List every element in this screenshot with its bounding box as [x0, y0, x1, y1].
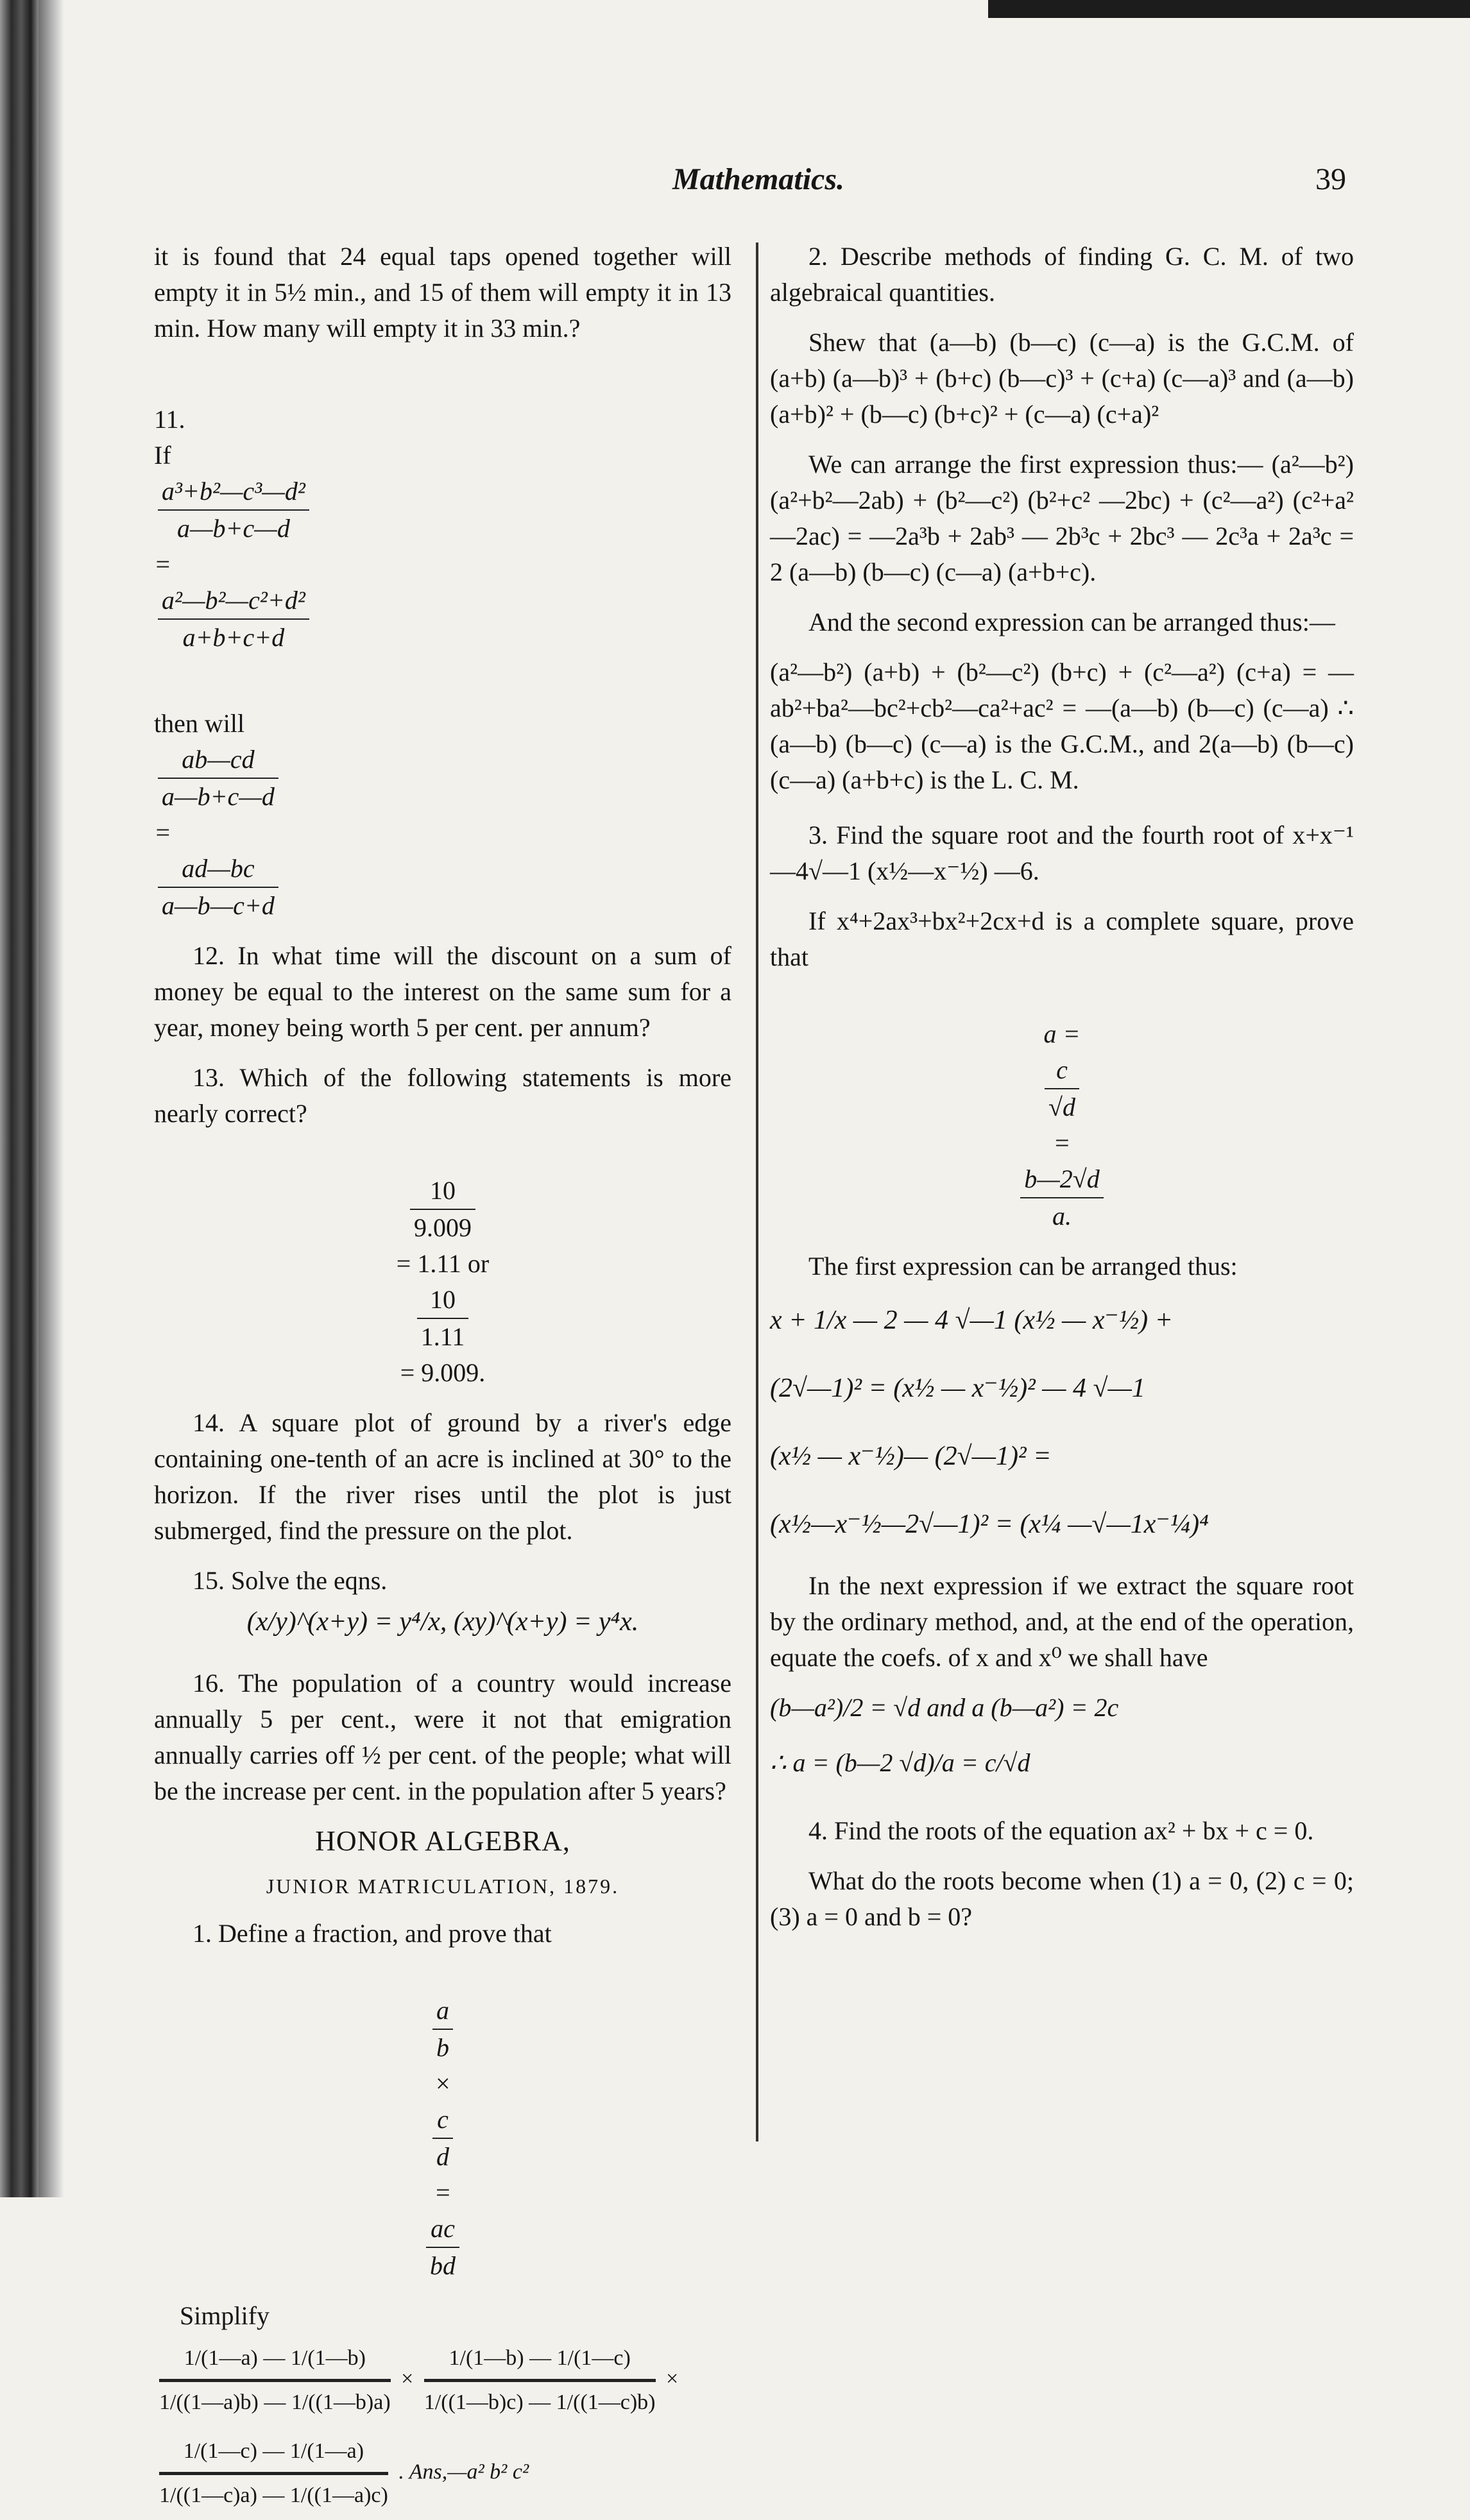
q3-f1-denominator: √d	[1048, 1093, 1075, 1121]
q3-line-2: (2√—1)² = (x½ — x⁻½)² — 4 √—1	[770, 1374, 1145, 1403]
running-head-title: Mathematics.	[672, 162, 845, 196]
page-number: 39	[1315, 162, 1346, 196]
q3-math-3: ∴ a = (b—2 √d)/a = c/√d	[770, 1748, 1030, 1777]
column-divider	[756, 243, 758, 2141]
q11-f4-numerator: ad—bc	[158, 851, 278, 888]
q3-fraction-2	[1020, 1161, 1104, 1234]
q3-line-4: (x½—x⁻½—2√—1)² = (x¼ —√—1x⁻¼)⁴	[770, 1510, 1209, 1539]
sf2-top: 1/(1—b) — 1/(1—c)	[424, 2340, 656, 2382]
q1-a: a	[432, 1993, 453, 2030]
q3-f1-numerator: c	[1045, 1052, 1079, 1089]
q3-lhs: a =	[1043, 1019, 1081, 1048]
q11-number: 11.	[154, 405, 185, 434]
question-2: 2. Describe methods of finding G. C. M. of two algebraical quantities.	[770, 242, 1354, 307]
simplify-row-2	[154, 2433, 731, 2514]
q13-a-value: = 1.11 or	[396, 1249, 490, 1278]
sf3-top: 1/(1—c) — 1/(1—a)	[159, 2433, 388, 2475]
q3-fraction-1	[1045, 1052, 1079, 1125]
q11-f2-numerator: a²—b²—c²+d²	[158, 583, 309, 620]
answer-text: . Ans,—a² b² c²	[398, 2460, 529, 2484]
simplify-fraction-2	[424, 2340, 656, 2421]
question-2-first-expression: We can arrange the first expression thus:— (a²—b²) (a²+b²—2ab) + (b²—c²) (b²+c² —2bc) + (c²—a²) (c²+a²—2ac) = —2a³b + 2ab³ — 2b³c + 2bc³ — 2c³a + 2a³c = 2 (a—b) (b—c) (c—a) (a+b+c).	[770, 450, 1354, 586]
question-15-math: (x/y)^(x+y) = y⁴/x, (xy)^(x+y) = y⁴x.	[246, 1607, 639, 1637]
binding-gradient	[38, 0, 64, 2197]
q11-if: If	[154, 441, 171, 470]
question-15: 15. Solve the eqns.	[192, 1566, 388, 1595]
question-4-roots: What do the roots become when (1) a = 0, (2) c = 0; (3) a = 0 and b = 0?	[770, 1866, 1354, 1931]
q3-f2-numerator: b—2√d	[1020, 1161, 1104, 1198]
question-2-second-expression: (a²—b²) (a+b) + (b²—c²) (b+c) + (c²—a²) (c+a) = —ab²+ba²—bc²+cb²—ca²+ac² = —(a—b) (b—c) (c—a) ∴ (a—b) (b—c) (c—a) is the G.C.M., and 2(a—b) (b—c) (c—a) (a+b+c) is the L. C. M.	[770, 658, 1354, 794]
q1-b: b	[436, 2033, 449, 2062]
simplify-fraction-1	[159, 2340, 391, 2421]
q3-math-2: (b—a²)/2 = √d and a (b—a²) = 2c	[770, 1693, 1119, 1722]
question-2-shew: Shew that (a—b) (b—c) (c—a) is the G.C.M. of (a+b) (a—b)³ + (b+c) (b—c)³ + (c+a) (c—a)³ and (a—b) (a+b)² + (b—c) (b+c)² + (c—a) (c+a)²	[770, 328, 1354, 429]
q11-f2-denominator: a+b+c+d	[182, 623, 285, 652]
binding-shadow	[0, 0, 38, 2197]
question-14: 14. A square plot of ground by a river's edge containing one-tenth of an acre is inclined at 30° to the horizon. If the river rises until the plot is just submerged, find the pressure on the plot.	[154, 1408, 731, 1545]
left-column	[154, 239, 731, 2520]
q13-b-denominator: 1.11	[420, 1322, 465, 1351]
q13-a-denominator: 9.009	[414, 1213, 472, 1242]
question-1: 1. Define a fraction, and prove that	[192, 1919, 552, 1948]
q3-f2-denominator: a.	[1052, 1202, 1072, 1230]
q1-ac: ac	[426, 2211, 459, 2248]
q11-equals: =	[154, 550, 171, 579]
q3-line-3: (x½ — x⁻½)— (2√—1)² =	[770, 1442, 1052, 1471]
sf1-top: 1/(1—a) — 1/(1—b)	[159, 2340, 391, 2382]
question-3-next-expression: In the next expression if we extract the square root by the ordinary method, and, at the end of the operation, equate the coefs. of x and x⁰ we shall have	[770, 1571, 1354, 1672]
simplify-fraction-3	[159, 2433, 388, 2514]
question-11-then	[154, 670, 731, 924]
q11-fraction-2	[158, 583, 309, 656]
q13-b-numerator: 10	[417, 1282, 469, 1319]
times-sign-2: ×	[666, 2367, 679, 2391]
q13-b-value: = 9.009.	[400, 1358, 486, 1387]
top-edge-bar	[988, 0, 1470, 18]
simplify-row-1	[154, 2340, 731, 2421]
question-3-arranged: The first expression can be arranged thus:	[808, 1252, 1238, 1281]
q11-fraction-4	[158, 851, 278, 924]
q13-fraction-b	[417, 1282, 469, 1355]
sf2-bottom: 1/((1—b)c) — 1/((1—c)b)	[423, 2390, 656, 2414]
question-13-math	[154, 1137, 731, 1391]
q13-fraction-a	[410, 1173, 475, 1246]
intro-paragraph: it is found that 24 equal taps opened together will empty it in 5½ min., and 15 of them will empty it in 13 min. How many will empty it in 33 min.?	[154, 242, 731, 343]
section-subtitle: JUNIOR MATRICULATION, 1879.	[266, 1875, 620, 1898]
q1-frac-cd	[432, 2102, 453, 2175]
question-2-second-intro: And the second expression can be arranged thus:—	[808, 608, 1335, 636]
question-12: 12. In what time will the discount on a sum of money be equal to the interest on the same sum for a year, money being worth 5 per cent. per annum?	[154, 941, 731, 1042]
question-16: 16. The population of a country would increase annually 5 per cent., were it not that emigration annually carries off ½ per cent. of the people; what will be the increase per cent. in the population after 5 years?	[154, 1669, 731, 1805]
question-3: 3. Find the square root and the fourth root of x+x⁻¹—4√—1 (x½—x⁻½) —6.	[770, 821, 1354, 885]
sf3-bottom: 1/((1—c)a) — 1/((1—a)c)	[159, 2483, 388, 2507]
q1-c: c	[432, 2102, 453, 2139]
right-column	[770, 239, 1354, 1949]
q11-f3-numerator: ab—cd	[158, 742, 278, 779]
q1-d: d	[436, 2142, 449, 2171]
q11-fraction-1	[158, 473, 309, 547]
q11-f4-denominator: a—b—c+d	[162, 891, 275, 920]
q11-f1-numerator: a³+b²—c³—d²	[158, 473, 309, 511]
section-title: HONOR ALGEBRA,	[315, 1825, 570, 1857]
question-3-math	[770, 980, 1354, 1234]
question-4: 4. Find the roots of the equation ax² + bx + c = 0.	[808, 1816, 1314, 1845]
q11-f3-denominator: a—b+c—d	[162, 782, 275, 811]
question-13: 13. Which of the following statements is more nearly correct?	[154, 1063, 731, 1128]
q1-bd: bd	[430, 2251, 456, 2280]
q11-then: then will	[154, 709, 245, 738]
simplify-label: Simplify	[180, 2301, 270, 2330]
q3-line-1: x + 1/x — 2 — 4 √—1 (x½ — x⁻½) +	[770, 1306, 1173, 1335]
question-3-complete-square: If x⁴+2ax³+bx²+2cx+d is a complete square, prove that	[770, 907, 1354, 971]
q11-fraction-3	[158, 742, 278, 815]
q3-equals: =	[1053, 1128, 1071, 1157]
q11-equals-2: =	[154, 818, 171, 847]
times-sign-1: ×	[401, 2367, 414, 2391]
sf1-bottom: 1/((1—a)b) — 1/((1—b)a)	[159, 2390, 391, 2414]
question-11	[154, 366, 731, 656]
q1-frac-acbd	[426, 2211, 459, 2284]
question-1-math: $\frac{a}{b}$ × $\frac{c}{d}$ = $\frac{ac}{bd}$	[154, 1957, 731, 2284]
q13-a-numerator: 10	[410, 1173, 475, 1210]
q11-f1-denominator: a—b+c—d	[176, 514, 290, 543]
q1-frac-ab	[432, 1993, 453, 2066]
